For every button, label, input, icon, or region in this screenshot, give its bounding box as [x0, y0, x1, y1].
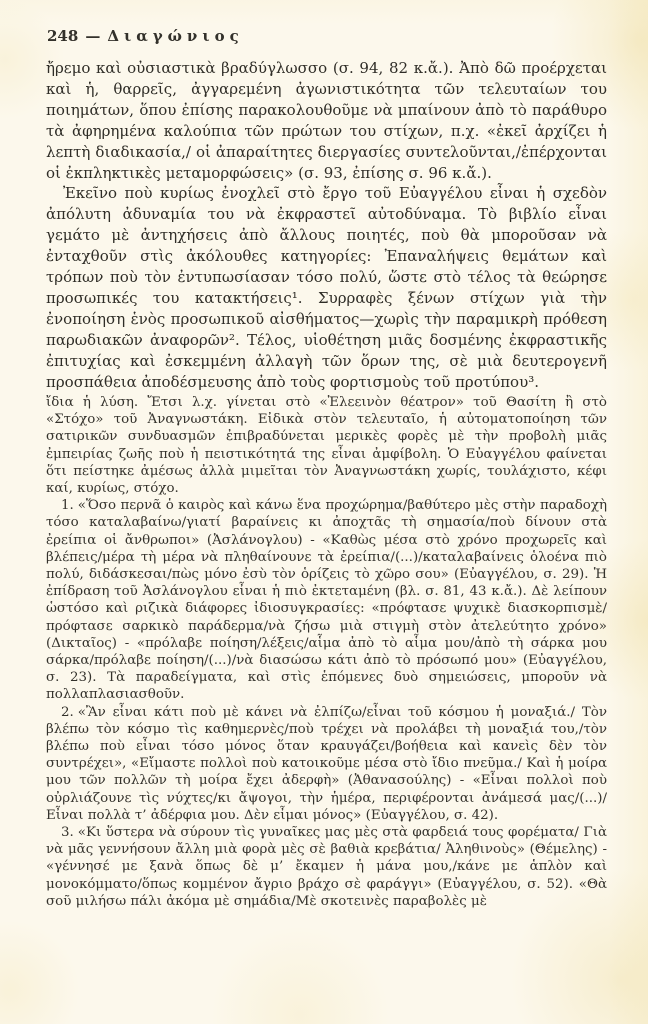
- footnote-number: 2.: [61, 704, 74, 720]
- main-text-column: [46, 58, 607, 393]
- page-header: [47, 27, 244, 45]
- journal-title: Διαγώνιος: [107, 27, 244, 45]
- footnote-paragraph: [46, 704, 607, 824]
- footnote-text: «Κι ὕστερα νὰ σύρουν τὶς γυναῖκες μας μὲς στὰ φαρδειά τους φορέματα/ Γιὰ νὰ μᾶς γεννήσουν ἄλλη μιὰ φορὰ μὲς σὲ βαθιὰ κρεβάτια/ Ἀληθινοὺς» (Θέμελης) - «γέννησέ με ξανὰ ὅπως δὲ μ’ ἔκαμεν ἡ μάνα μου,/κάνε με ἁπλὸν καὶ μονοκόμματο/ὅπως κομμένον ἄγριο βράχο σὲ φαράγγι» (Εὐαγγέλου, σ. 52). «Θὰ σοῦ μιλήσω πάλι ἀκόμα μὲ σημάδια/Μὲ σκοτεινὲς παραβολὲς μὲ: [46, 825, 607, 909]
- footnotes-section: [46, 394, 607, 910]
- footnote-number: 1.: [61, 498, 74, 514]
- footnote-continuation: ἴδια ἡ λύση. Ἔτσι λ.χ. γίνεται στὸ «Ἐλεεινὸν θέατρον» τοῦ Θασίτη ἢ στὸ «Στόχο» τοῦ Ἀναγνωστάκη. Εἰδικὰ στὸν τελευταῖο, ἡ αὐτοματοποίηση τῶν σατιρικῶν συνδυασμῶν ἐπιβραδύνεται μερικὲς φορὲς μὲ τὴν προβολὴ μιᾶς ἐμπειρίας ζωῆς ποὺ ἡ πειστικότητά της εἶναι ἀμφίβολη. Ὁ Εὐαγγέλου φαίνεται ὅτι πείστηκε ἀμέσως ἀλλὰ μιμεῖται τὸν Ἀναγνωστάκη χωρίς, τουλάχιστο, κέφι καί, κυρίως, στόχο.: [46, 395, 607, 497]
- body-paragraph: ἤρεμο καὶ οὐσιαστικὰ βραδύγλωσσο (σ. 94, 82 κ.ἄ.). Ἀπὸ δῶ προέρχεται καὶ ἡ, θαρρεῖς, ἀγγαρεμένη ἀγωνιστικότητα τῶν τελευταίων του ποιημάτων, ὅπου ἐπίσης παρακολουθοῦμε νὰ μπαίνουν ἀπὸ τὸ παράθυρο τὰ ἀφηρημένα καλούπια τῶν πρώτων του στίχων, π.χ. «ἐκεῖ ἀρχίζει ἡ λεπτὴ διαδικασία,/ οἱ ἀπαραίτητες διεργασίες συντελοῦνται,/ἐπέρχονται οἱ ἐκπληκτικὲς μεταμορφώσεις» (σ. 93, ἐπίσης σ. 96 κ.ἄ.).: [46, 59, 607, 182]
- footnote-text: «Ὅσο περνᾶ ὁ καιρὸς καὶ κάνω ἕνα προχώρημα/βαθύτερο μὲς στὴν παραδοχὴ τόσο καταλαβαίνω/γιατί βαραίνεις κι ἀποχτᾶς τὴ σημασία/ποὺ δίνουν στὰ ἐρείπια οἱ ἄνθρωποι» (Ἀσλάνογλου) - «Καθὼς μέσα στὸ χρόνο προχωρεῖς καὶ βλέπεις/μέρα τὴ μέρα νὰ πληθαίνουνε τὰ ἐρείπια/(...)/καταλαβαίνεις ὁλοένα πιὸ πολύ, διδάσκεσαι/πὼς μόνο ἐσὺ τὸν ὁρίζεις τὸ χῶρο σου» (Εὐαγγέλου, σ. 29). Ἡ ἐπίδραση τοῦ Ἀσλάνογλου εἶναι ἡ πιὸ ἐκτεταμένη (βλ. σ. 81, 43 κ.ἄ.). Δὲ λείπουν ὡστόσο καὶ ριζικὰ διάφορες ἰδιοσυγκρασίες: «πρόφτασε ψυχικὲ διασκορπισμὲ/πρόφτασε σαρκικὸ παράδερμα/νὰ ζήσω μιὰ στιγμὴ στὸν ἀτελεύτητο χρόνο» (Δικταῖος) - «πρόλαβε ποίηση/λέξεις/αἷμα ἀπὸ τὸ αἷμα μου/ἀπὸ τὴ σάρκα μου σάρκα/πρόλαβε ποίηση/(...)/νὰ διασώσω κάτι ἀπὸ τὸ πρόσωπό μου» (Εὐαγγέλου, σ. 23). Τὰ παραδείγματα, καὶ στὶς ἑπόμενες δυὸ σημειώσεις, μποροῦν νὰ πολλαπλασιασθοῦν.: [46, 498, 607, 703]
- header-separator: —: [85, 27, 101, 45]
- footnote-number: 3.: [61, 825, 74, 841]
- footnote-paragraph: [46, 824, 607, 910]
- page-number: 248: [47, 27, 79, 45]
- body-paragraph: Ἐκεῖνο ποὺ κυρίως ἐνοχλεῖ στὸ ἔργο τοῦ Εὐαγγέλου εἶναι ἡ σχεδὸν ἀπόλυτη ἀδυναμία του νὰ ἐκφραστεῖ αὐτοδύναμα. Τὸ βιβλίο εἶναι γεμάτο μὲ ἀντηχήσεις ἀπὸ ἄλλους ποιητές, ποὺ θὰ μποροῦσαν νὰ ἐνταχθοῦν στὶς ἀκόλουθες κατηγορίες: Ἐπαναλήψεις θεμάτων καὶ τρόπων ποὺ τὸν ἐντυπωσίασαν τόσο πολύ, ὥστε στὸ τέλος τὰ θεώρησε προσωπικές του κατακτήσεις¹. Συρραφὲς ξένων στίχων γιὰ τὴν ἐνοποίηση ἑνὸς προσωπικοῦ αἰσθήματος—χωρὶς τὴν παραμικρὴ πρόθεση παρωδιακῶν ἀναφορῶν². Τέλος, υἱοθέτηση μιᾶς δοσμένης ἐκφραστικῆς ἐπιτυχίας καὶ ἐσκεμμένη ἀλλαγὴ τῶν ὅρων της, σὲ μιὰ δευτερογενῆ προσπάθεια ἀποδέσμευσης ἀπὸ τοὺς φορτισμοὺς τοῦ προτύπου³.: [46, 184, 607, 391]
- footnote-text: «Ἂν εἶναι κάτι ποὺ μὲ κάνει νὰ ἐλπίζω/εἶναι τοῦ κόσμου ἡ μοναξιά./ Τὸν βλέπω τὸν κόσμο τὶς καθημερνὲς/ποὺ τρέχει νὰ προλάβει τὴ μοναξιά του,/τὸν βλέπω ποὺ εἶναι τόσο μόνος ὅταν κραυγάζει/βοήθεια καὶ κανεὶς δὲν τὸν συντρέχει», «Εἴμαστε πολλοὶ ποὺ κατοικοῦμε μέσα στὸ ἴδιο πνεῦμα./ Καὶ ἡ μοίρα μου τῶν πολλῶν τὴ μοίρα ἔχει ἀδερφὴ» (Ἀθανασούλης) - «Εἶναι πολλοὶ ποὺ οὐρλιάζουνε τὶς νύχτες/κι ἄψογοι, τὴν ἡμέρα, περιφέρονται ἀνάμεσά μας/(...)/ Εἶναι πολλὰ τ’ ἀδέρφια μου. Δὲν εἶμαι μόνος» (Εὐαγγέλου, σ. 42).: [46, 704, 607, 823]
- footnote-paragraph: [46, 497, 607, 703]
